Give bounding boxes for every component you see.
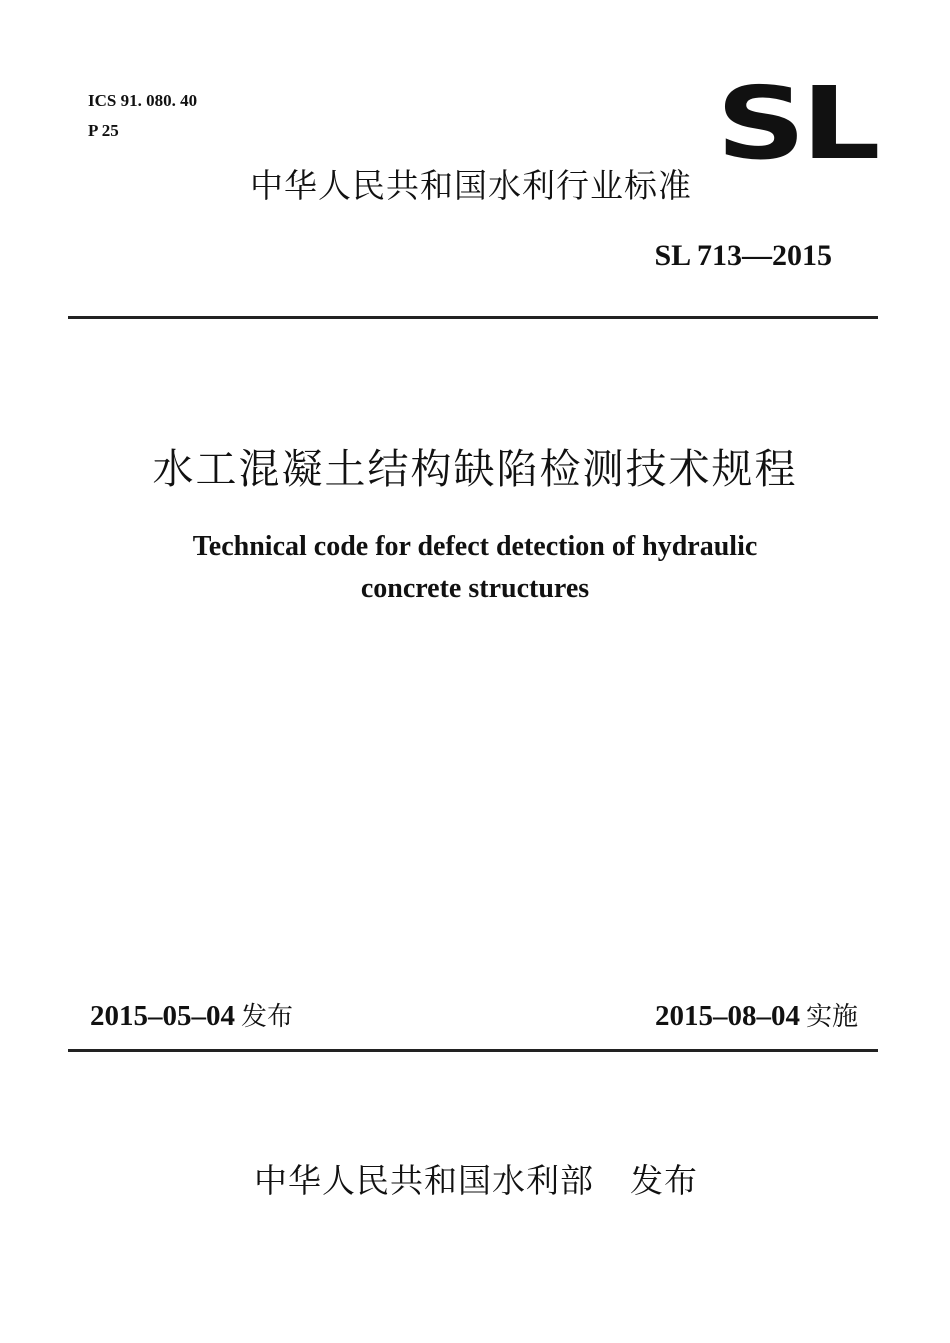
issue-date [90,996,293,1037]
issuer-name: 中华人民共和国水利部 [254,1161,594,1200]
issuing-authority [254,1158,698,1204]
issuer-action: 发布 [630,1161,698,1200]
industry-standard-title: 中华人民共和国水利行业标准 [250,166,692,205]
document-title-zh: 水工混凝土结构缺陷检测技术规程 [152,445,798,493]
implementation-date [655,996,858,1037]
issue-date-value: 2015–05–04 [90,1000,235,1032]
issue-date-label: 发布 [241,1002,294,1032]
ccs-code: P 25 [88,121,119,140]
standard-number: SL 713—2015 [654,239,832,272]
implementation-date-value: 2015–08–04 [654,1000,800,1032]
en-title-line-1: Technical code for defect detection of hydraulic [192,531,758,562]
bottom-divider [68,1049,878,1052]
document-title-en [0,526,950,610]
ics-code: ICS 91. 080. 40 [88,91,198,110]
implementation-date-label: 实施 [805,1002,858,1032]
classification-codes [88,86,197,146]
en-title-line-2: concrete structures [360,573,590,604]
sl-logo: SL [716,65,876,182]
top-divider [68,316,878,319]
